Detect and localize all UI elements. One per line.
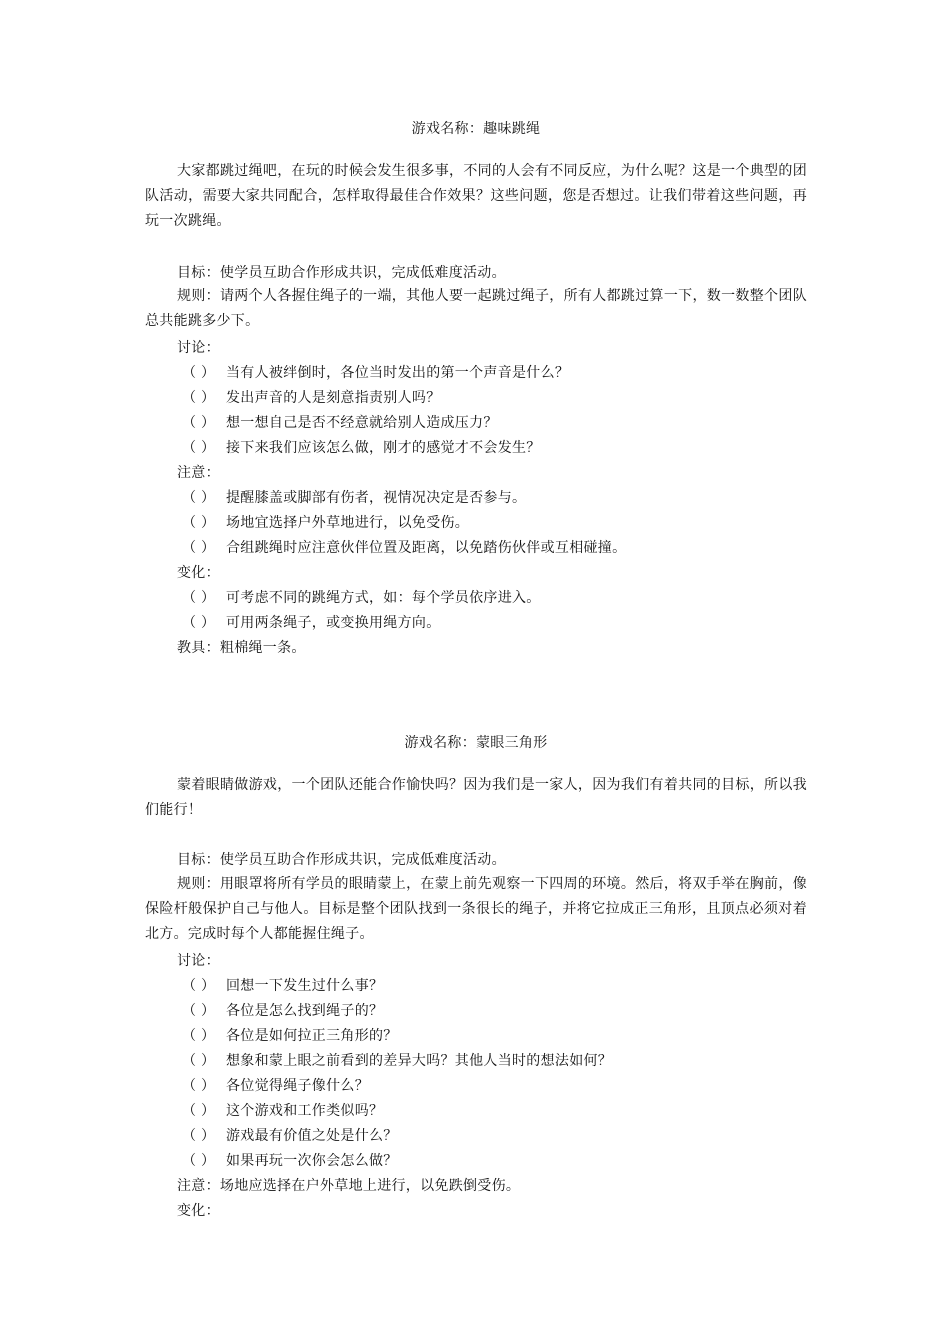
game1-discussion-item: （ ） 接下来我们应该怎么做，刚才的感觉才不会发生？ (182, 440, 541, 456)
bullet-parens: （ ） (182, 978, 216, 994)
game1-goal: 目标：使学员互助合作形成共识，完成低难度活动。 (177, 265, 506, 281)
bullet-parens: （ ） (182, 1053, 216, 1069)
game2-discussion-item: （ ） 游戏最有价值之处是什么？ (182, 1128, 398, 1144)
bullet-parens: （ ） (182, 615, 216, 631)
bullet-parens: （ ） (182, 1028, 216, 1044)
game2-discussion-item: （ ） 各位觉得绳子像什么？ (182, 1078, 369, 1094)
bullet-parens: （ ） (182, 515, 216, 531)
game1-discussion-item: （ ） 当有人被绊倒时，各位当时发出的第一个声音是什么？ (182, 365, 570, 381)
game2-notes: 注意：场地应选择在户外草地上进行，以免跌倒受伤。 (177, 1178, 521, 1194)
game2-discussion-item: （ ） 回想一下发生过什么事？ (182, 978, 384, 994)
game1-variations-label: 变化： (177, 565, 220, 581)
game1-notes-item: （ ） 提醒膝盖或脚部有伤者，视情况决定是否参与。 (182, 490, 527, 506)
game1-title: 游戏名称：趣味跳绳 (411, 121, 541, 137)
bullet-parens: （ ） (182, 540, 216, 556)
game1-variations-item: （ ） 可考虑不同的跳绳方式，如：每个学员依序进入。 (182, 590, 541, 606)
game1-variations-item: （ ） 可用两条绳子，或变换用绳方向。 (182, 615, 441, 631)
game2-discussion-item: （ ） 想象和蒙上眼之前看到的差异大吗？其他人当时的想法如何？ (182, 1053, 613, 1069)
bullet-parens: （ ） (182, 390, 216, 406)
game1-equipment: 教具：粗棉绳一条。 (177, 640, 306, 656)
game2-discussion-label: 讨论： (177, 953, 220, 969)
game1-notes-item: （ ） 合组跳绳时应注意伙伴位置及距离，以免踏伤伙伴或互相碰撞。 (182, 540, 627, 556)
bullet-parens: （ ） (182, 365, 216, 381)
game2-discussion-item: （ ） 这个游戏和工作类似吗？ (182, 1103, 384, 1119)
game1-discussion-item: （ ） 想一想自己是否不经意就给别人造成压力？ (182, 415, 498, 431)
game2-variations-label: 变化： (177, 1203, 220, 1219)
bullet-parens: （ ） (182, 440, 216, 456)
bullet-parens: （ ） (182, 590, 216, 606)
bullet-parens: （ ） (182, 1153, 216, 1169)
game1-intro: 大家都跳过绳吧，在玩的时候会发生很多事，不同的人会有不同反应，为什么呢？这是一个典型的团队活动，需要大家共同配合，怎样取得最佳合作效果？这些问题，您是否想过。让我们带着这些问题，再玩一次跳绳。 (145, 163, 807, 229)
game2-discussion-item: （ ） 如果再玩一次你会怎么做？ (182, 1153, 398, 1169)
bullet-parens: （ ） (182, 490, 216, 506)
game2-discussion-item: （ ） 各位是怎么找到绳子的？ (182, 1003, 384, 1019)
game2-intro: 蒙着眼睛做游戏，一个团队还能合作愉快吗？因为我们是一家人，因为我们有着共同的目标，所以我们能行！ (145, 777, 807, 818)
game2-goal: 目标：使学员互助合作形成共识，完成低难度活动。 (177, 852, 506, 868)
game2-discussion-item: （ ） 各位是如何拉正三角形的？ (182, 1028, 398, 1044)
bullet-parens: （ ） (182, 1078, 216, 1094)
bullet-parens: （ ） (182, 1003, 216, 1019)
game1-rule: 规则：请两个人各握住绳子的一端，其他人要一起跳过绳子，所有人都跳过算一下，数一数整个团队总共能跳多少下。 (145, 288, 807, 329)
game1-discussion-item: （ ） 发出声音的人是刻意指责别人吗？ (182, 390, 441, 406)
bullet-parens: （ ） (182, 1128, 216, 1144)
bullet-parens: （ ） (182, 415, 216, 431)
game1-notes-item: （ ） 场地宜选择户外草地进行，以免受伤。 (182, 515, 470, 531)
game1-notes-label: 注意： (177, 465, 220, 481)
game2-rule: 规则：用眼罩将所有学员的眼睛蒙上，在蒙上前先观察一下四周的环境。然后，将双手举在胸前，像保险杆般保护自己与他人。目标是整个团队找到一条很长的绳子，并将它拉成正三角形，且顶点必须对着北方。完成时每个人都能握住绳子。 (145, 876, 807, 942)
game1-discussion-label: 讨论： (177, 340, 220, 356)
game2-title: 游戏名称：蒙眼三角形 (404, 735, 548, 751)
bullet-parens: （ ） (182, 1103, 216, 1119)
